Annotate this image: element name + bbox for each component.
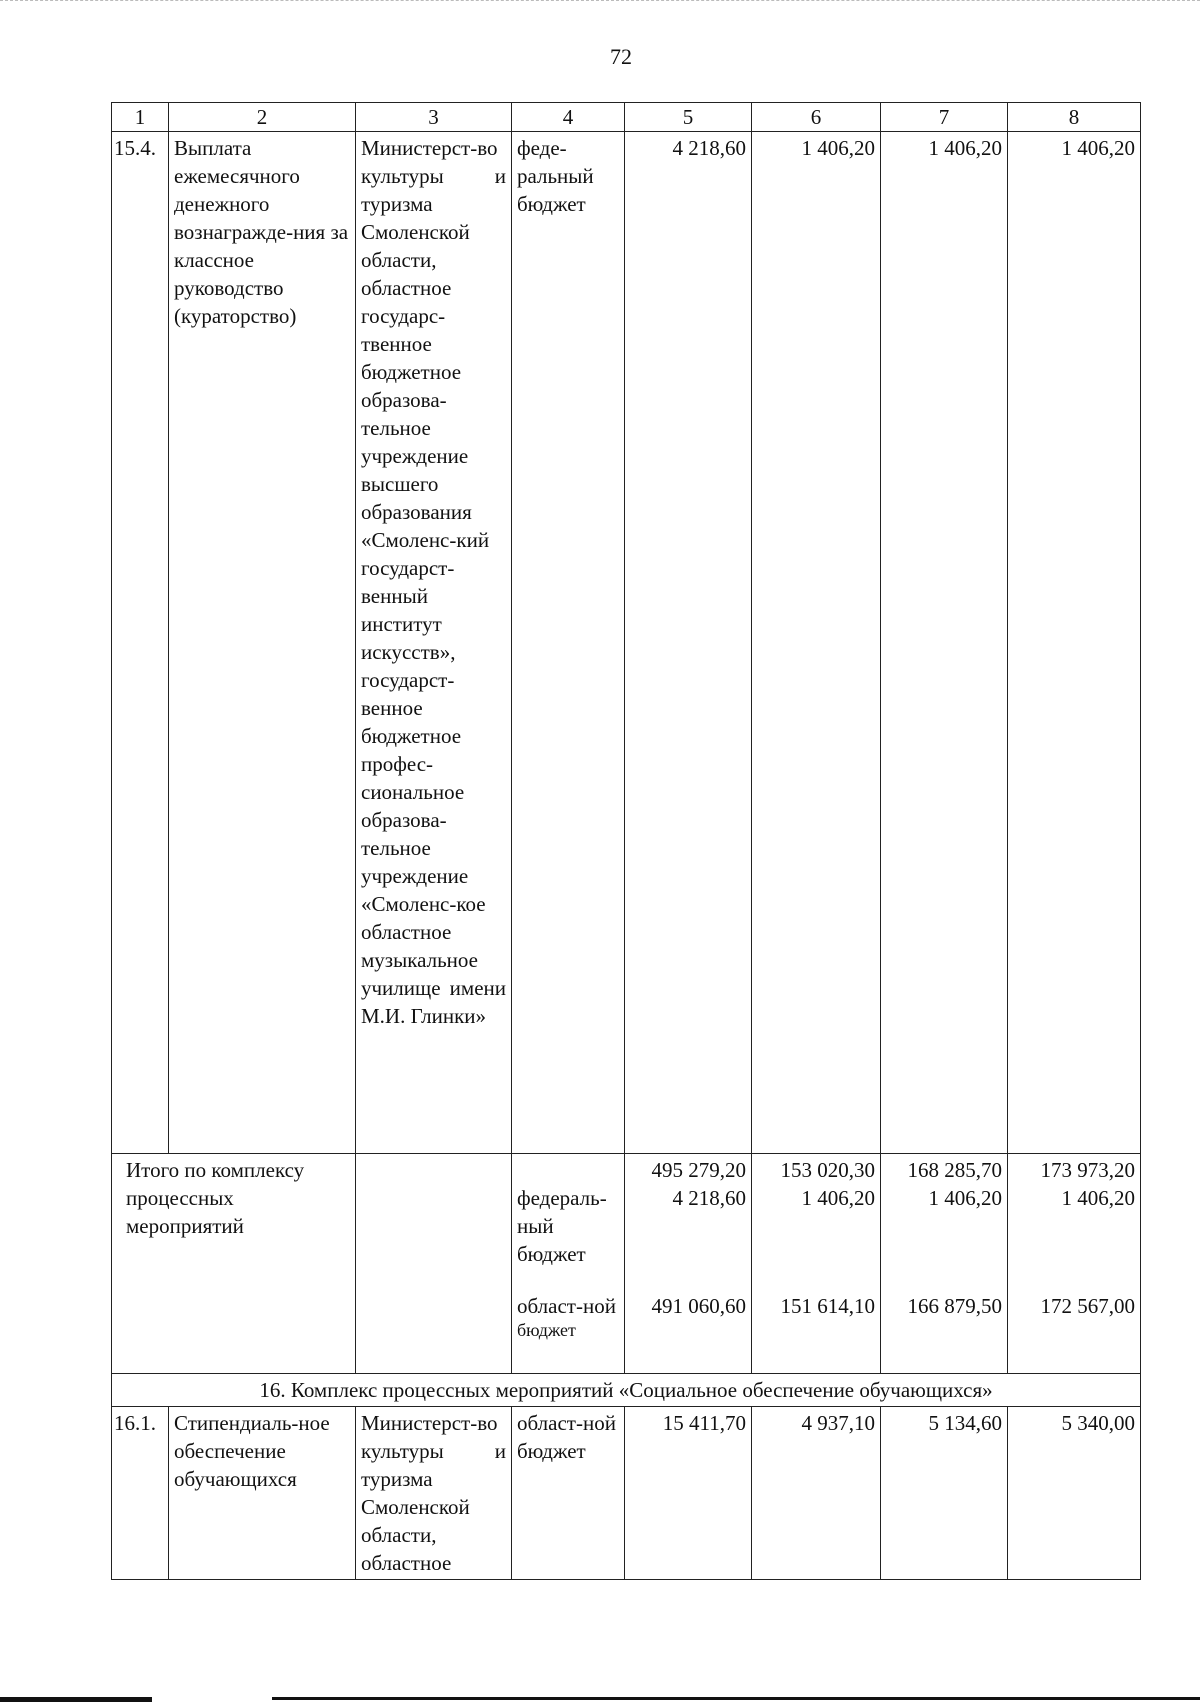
total-regional: 491 060,60 — [651, 1294, 746, 1318]
federal-budget-label: федераль-ный бюджет — [517, 1186, 607, 1266]
total-federal: 1 406,20 — [801, 1186, 875, 1210]
total-regional: 172 567,00 — [1040, 1294, 1135, 1318]
funding-source: област-ной бюджет — [512, 1407, 625, 1580]
total-values-col-5 — [625, 1154, 752, 1374]
regional-budget-label-2: бюджет — [517, 1320, 576, 1340]
table-row-16-1 — [112, 1407, 1141, 1580]
budget-table — [111, 102, 1141, 1580]
total-values-col-7 — [881, 1154, 1008, 1374]
activity-name: Выплата ежемесячного денежного вознагражде-ния за классное руководство (кураторство) — [169, 132, 356, 1154]
activity-name: Стипендиаль-ное обеспечение обучающихся — [169, 1407, 356, 1580]
value-total: 15 411,70 — [625, 1407, 752, 1580]
total-all: 153 020,30 — [780, 1158, 875, 1182]
executor: Министерст-во культуры и туризма Смоленской области, областное государс-твенное бюджетное образова-тельное учреждение высшего образования «Смоленс-кий государст-венный институт искусств», государст-венное бюджетное профес-сиональное образова-тельное учреждение «Смоленс-кое областное музыкальное училище имени М.И. Глинки» — [356, 132, 512, 1154]
total-values-col-6 — [752, 1154, 881, 1374]
value-year-3: 5 340,00 — [1008, 1407, 1141, 1580]
total-all: 173 973,20 — [1040, 1158, 1135, 1182]
value-year-3: 1 406,20 — [1008, 132, 1141, 1154]
total-values-col-8 — [1008, 1154, 1141, 1374]
scan-top-edge — [0, 0, 1200, 3]
total-all: 495 279,20 — [651, 1158, 746, 1182]
total-federal: 4 218,60 — [672, 1186, 746, 1210]
total-source-cell — [512, 1154, 625, 1374]
scan-bottom-rule-left — [0, 1697, 152, 1702]
col-header-6: 6 — [752, 103, 881, 132]
col-header-7: 7 — [881, 103, 1008, 132]
total-all: 168 285,70 — [907, 1158, 1002, 1182]
section-heading: 16. Комплекс процессных мероприятий «Социальное обеспечение обучающихся» — [112, 1374, 1141, 1407]
total-row — [112, 1154, 1141, 1374]
column-number-row — [112, 103, 1141, 132]
scan-bottom-rule-right — [272, 1697, 1200, 1700]
value-year-1: 4 937,10 — [752, 1407, 881, 1580]
total-executor-cell — [356, 1154, 512, 1374]
col-header-4: 4 — [512, 103, 625, 132]
col-header-3: 3 — [356, 103, 512, 132]
total-federal: 1 406,20 — [1061, 1186, 1135, 1210]
value-total: 4 218,60 — [625, 132, 752, 1154]
funding-source: феде-ральный бюджет — [512, 132, 625, 1154]
total-regional: 151 614,10 — [780, 1294, 875, 1318]
regional-budget-label: област-ной — [517, 1294, 616, 1318]
col-header-1: 1 — [112, 103, 169, 132]
executor: Министерст-во культуры и туризма Смоленской области, областное — [356, 1407, 512, 1580]
total-label: Итого по комплексу процессных мероприятий — [112, 1154, 356, 1374]
table-row-15-4 — [112, 132, 1141, 1154]
total-regional: 166 879,50 — [907, 1294, 1002, 1318]
col-header-2: 2 — [169, 103, 356, 132]
value-year-1: 1 406,20 — [752, 132, 881, 1154]
col-header-8: 8 — [1008, 103, 1141, 132]
total-federal: 1 406,20 — [928, 1186, 1002, 1210]
section-heading-row — [112, 1374, 1141, 1407]
row-number: 15.4. — [112, 132, 169, 1154]
row-number: 16.1. — [112, 1407, 169, 1580]
page-number: 72 — [610, 44, 632, 69]
value-year-2: 5 134,60 — [881, 1407, 1008, 1580]
value-year-2: 1 406,20 — [881, 132, 1008, 1154]
col-header-5: 5 — [625, 103, 752, 132]
